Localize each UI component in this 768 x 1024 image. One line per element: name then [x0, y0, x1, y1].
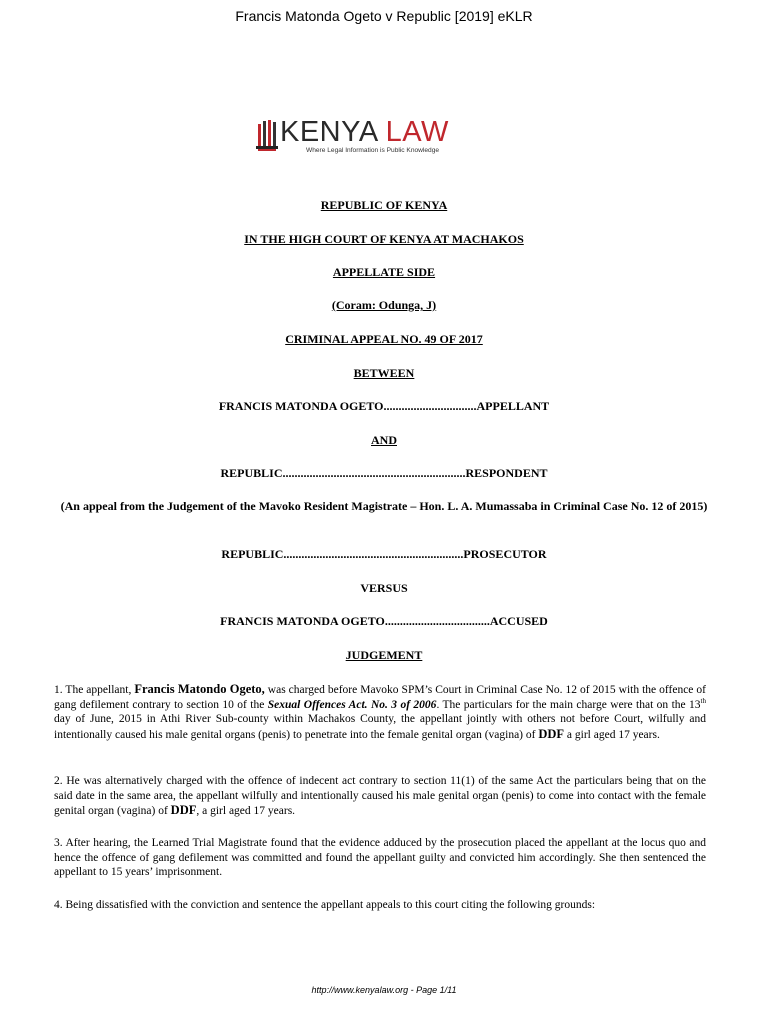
paragraph-2: 2. He was alternatively charged with the offence of indecent act contrary to section 11(1) of the same Act the particulars being that on the said date in the same area, the appellant wilfully and intentionally caused his male genital organ (penis) to come into contact with the female genital organ (vagina) of DDF, a girl aged 17 years. — [54, 775, 706, 817]
logo-word-kenya: KENYA — [280, 116, 378, 148]
victim-initials: DDF — [538, 726, 565, 741]
heading-side: APPELLATE SIDE — [332, 265, 436, 279]
logo-tagline: Where Legal Information is Public Knowledge — [306, 147, 440, 154]
heading-appeal-no: CRIMINAL APPEAL NO. 49 OF 2017 — [285, 332, 483, 346]
logo-wordmark — [280, 116, 449, 148]
heading-republic: REPUBLIC OF KENYA — [320, 198, 448, 212]
party-appellant: FRANCIS MATONDA OGETO...............................APPELLANT — [218, 399, 550, 413]
paragraph-3: 3. After hearing, the Learned Trial Magistrate found that the evidence adduced by the prosecution placed the appellant at the locus quo and hence the offence of gang defilement was committed and found the appellant guilty and convicted him accordingly. She then sentenced the appellant to 15 years’ imprisonment. — [54, 837, 706, 878]
book-pillars-icon — [256, 118, 280, 152]
heading-versus: VERSUS — [360, 581, 408, 595]
paragraph-1: 1. The appellant, Francis Matondo Ogeto, was charged before Mavoko SPM’s Court in Criminal Case No. 12 of 2015 with the offence of gang defilement contrary to section 10 of the Sexual Offences Act. No. 3 of 2006. The particulars for the main charge were that on the 13th day of June, 2015 in Athi River Sub-county within Machakos County, the appellant jointly with others not before Court, wilfully and intentionally caused his male genital organs (penis) to penetrate into the female genital organ (vagina) of DDF a girl aged 17 years. — [54, 682, 706, 741]
appeal-note: (An appeal from the Judgement of the Mavoko Resident Magistrate – Hon. L. A. Mumassaba in Criminal Case No. 12 of 2015) — [60, 499, 708, 513]
page-footer: http://www.kenyalaw.org - Page 1/11 — [311, 985, 457, 995]
party-accused: FRANCIS MATONDA OGETO...................................ACCUSED — [220, 614, 548, 628]
party-respondent: REPUBLIC.............................................................RESPONDENT — [220, 466, 548, 480]
appellant-name: Francis Matondo Ogeto, — [134, 682, 265, 696]
heading-coram: (Coram: Odunga, J) — [331, 298, 437, 312]
logo-word-law: LAW — [385, 116, 449, 148]
kenya-law-logo — [256, 118, 466, 158]
act-citation: Sexual Offences Act. No. 3 of 2006 — [267, 698, 437, 711]
running-header: Francis Matonda Ogeto v Republic [2019] eKLR — [235, 8, 533, 24]
heading-judgement: JUDGEMENT — [345, 648, 423, 662]
victim-initials: DDF — [170, 803, 197, 817]
paragraph-4: 4. Being dissatisfied with the conviction and sentence the appellant appeals to this court citing the following grounds: — [54, 899, 596, 911]
heading-between: BETWEEN — [353, 366, 415, 380]
heading-court: IN THE HIGH COURT OF KENYA AT MACHAKOS — [244, 232, 524, 246]
party-prosecutor: REPUBLIC............................................................PROSECUTOR — [221, 547, 547, 561]
heading-and: AND — [371, 433, 397, 447]
